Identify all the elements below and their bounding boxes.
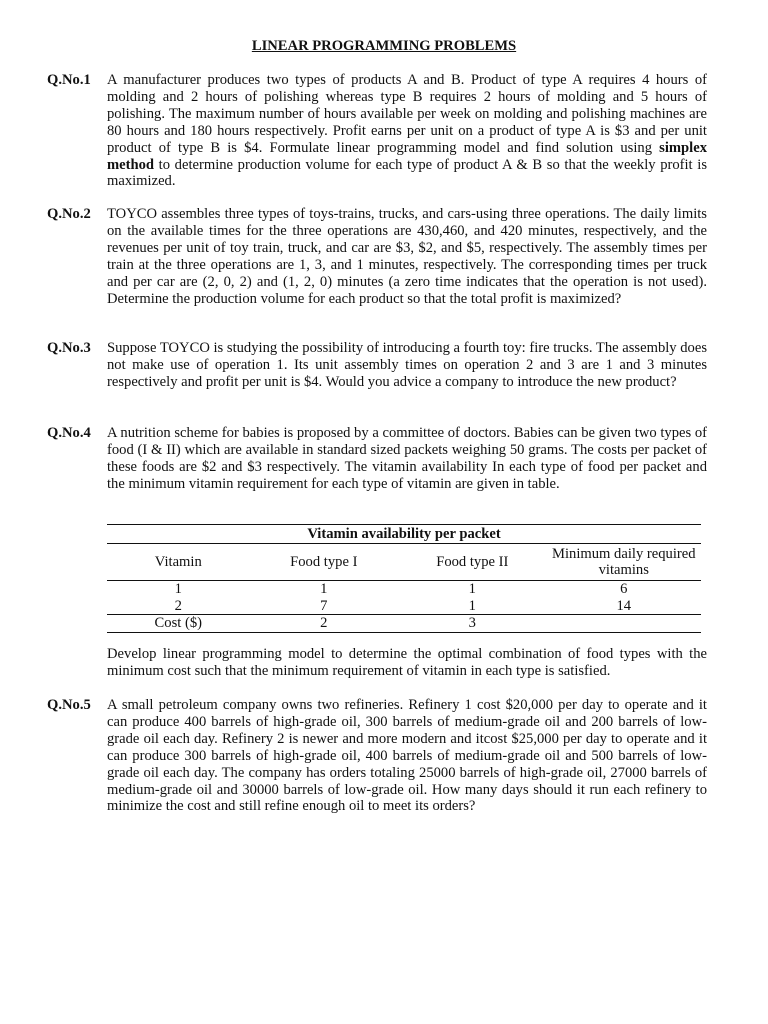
table-row <box>107 598 701 615</box>
table-cell: 7 <box>320 597 328 614</box>
table-header: Food type I <box>250 544 399 581</box>
question-4-followup: Develop linear programming model to determine the optimal combination of food types with the minimum cost such that the minimum requirement of vitamin in each type is satisfied. <box>107 646 707 679</box>
page-title: LINEAR PROGRAMMING PROBLEMS <box>251 38 517 54</box>
table-cell: Cost ($) <box>107 615 250 633</box>
question-label: Q.No.5 <box>47 697 91 713</box>
table-header: Minimum daily required vitamins <box>547 544 701 581</box>
table-cell: 14 <box>616 597 632 614</box>
table-cost-row <box>107 615 701 633</box>
question-text: Suppose TOYCO is studying the possibility of introducing a fourth toy: fire trucks. The assembly does not make use of operation 1. Its unit assembly times on operation 2 and 3 are 1 and 3 minutes respectively and profit per unit is $4. Would you advice a company to introduce the new product? <box>107 340 707 390</box>
table-cell: 3 <box>398 615 547 633</box>
question-3 <box>47 340 707 391</box>
table-cell: 6 <box>620 581 628 597</box>
table-cell <box>547 615 701 633</box>
question-5 <box>47 697 707 815</box>
table-cell: 2 <box>250 615 399 633</box>
table-cell: 2 <box>174 597 182 614</box>
table-cell: 1 <box>320 581 328 597</box>
question-text <box>107 72 707 190</box>
question-text: A small petroleum company owns two refineries. Refinery 1 cost $20,000 per day to operate and it can produce 400 barrels of high-grade oil, 300 barrels of medium-grade oil and 200 barrels of low-grade oil each day. Refinery 2 is newer and more modern and itcost $25,000 per day to operate and it can produce 300 barrels of high-grade oil, 400 barrels of medium-grade oil and 500 barrels of low-grade oil each day. The company has orders totaling 25000 barrels of high-grade oil, 27000 barrels of medium-grade oil and 30000 barrels of low-grade oil. How many days should it run each refinery to minimize the cost and still refine enough oil to meet its orders? <box>107 697 707 815</box>
table-header-row <box>107 544 701 581</box>
question-text: TOYCO assembles three types of toys-trains, trucks, and cars-using three operations. The daily limits on the available times for the three operations are 430,460, and 420 minutes, respectively, and the revenues per unit of toy train, truck, and car are $3, $2, and $5, respectively. The assembly times per train at the three operations are 1, 3, and 1 minutes, respectively. The corresponding times per truck and per car are (2, 0, 2) and (1, 2, 0) minutes (a zero time indicates that the operation is not used). Determine the production volume for each product so that the total profit is maximized? <box>107 206 707 307</box>
question-1 <box>47 72 707 190</box>
question-label: Q.No.3 <box>47 340 91 356</box>
table-caption: Vitamin availability per packet <box>107 525 701 544</box>
table-cell: 1 <box>468 581 476 597</box>
question-4 <box>47 425 707 493</box>
table-cell: 1 <box>468 597 476 614</box>
table-cell: 1 <box>174 581 182 597</box>
table-header: Vitamin <box>107 544 250 581</box>
question-label: Q.No.4 <box>47 425 91 441</box>
question-text: A nutrition scheme for babies is proposed by a committee of doctors. Babies can be given two types of food (I & II) which are available in standard sized packets weighing 50 grams. The costs per packet of these foods are $2 and $3 respectively. The vitamin availability In each type of food per packet and the minimum vitamin requirement for each type of vitamin are given in table. <box>107 425 707 492</box>
table-header: Food type II <box>398 544 547 581</box>
question-label: Q.No.1 <box>47 72 91 88</box>
emphasis-text: simplex method <box>107 139 707 173</box>
vitamin-table <box>107 524 701 633</box>
question-text-part: to determine production volume for each type of product A & B so that the weekly profit is maximized. <box>107 156 707 190</box>
question-label: Q.No.2 <box>47 206 91 222</box>
question-2 <box>47 206 707 307</box>
table-row <box>107 581 701 598</box>
question-text-part: A manufacturer produces two types of products A and B. Product of type A requires 4 hours of molding and 2 hours of polishing whereas type B requires 2 hours of molding and 5 hours of polishing. The maximum number of hours available per week on molding and polishing machines are 80 hours and 180 hours respectively. Profit earns per unit on a product of type A is $3 and per unit product of type B is $4. Formulate linear programming model and find solution using <box>107 72 707 156</box>
